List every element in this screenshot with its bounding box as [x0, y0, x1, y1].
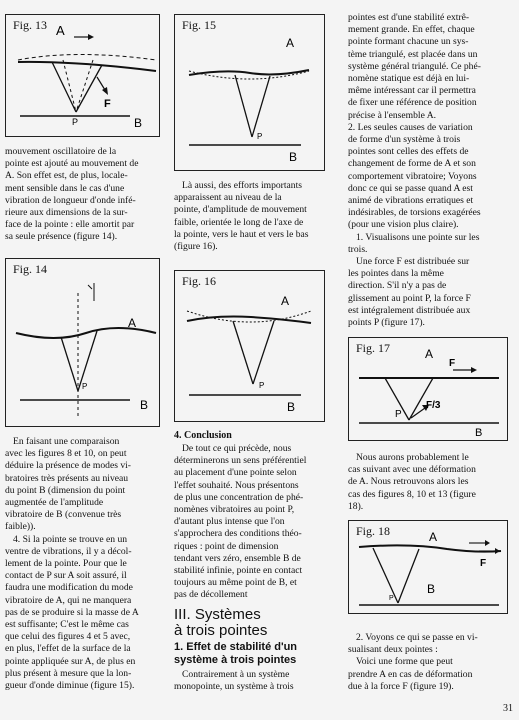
figure-17-label-f3: F/3 — [426, 400, 441, 411]
figure-13-label-f: F — [104, 98, 111, 110]
text-line: 4. Si la pointe se trouve en un — [13, 533, 128, 545]
text-line: pas de se produire si la masse de A — [5, 606, 139, 618]
figure-18-label-f: F — [480, 558, 487, 569]
col3-paragraph-1 — [348, 12, 512, 329]
text-line: donc ce qui se passe quand A est — [348, 182, 473, 194]
text-line: l'effet souhaité. Nous présentons — [174, 479, 299, 491]
subsection-title-line: 1. Effet de stabilité d'un — [174, 641, 298, 653]
text-line: 2. Les seules causes de variation — [348, 121, 473, 133]
text-line: cas des figures 8, 10 et 13 (figure — [348, 488, 476, 500]
subsection-title-line: système à trois pointes — [174, 654, 297, 666]
text-line: pas de décollement — [174, 589, 248, 601]
col3-paragraph-2 — [348, 452, 512, 513]
text-line: glissement au point P, la force F — [348, 292, 471, 304]
figure-14-drawing — [6, 259, 159, 426]
text-line: face de la pointe : elle amortit par — [5, 219, 135, 231]
text-line: (figure 16). — [174, 241, 218, 253]
figure-18-label: Fig. 18 — [356, 524, 391, 538]
text-line: pointe formant chacune un sys- — [348, 36, 469, 48]
text-line: vibratoire de B (convenue très — [5, 509, 122, 521]
section-title-line: III. Systèmes — [174, 606, 261, 623]
text-line: animé de vibrations erratiques et — [348, 195, 474, 207]
text-line: pointes est d'une stabilité extrê- — [348, 12, 470, 23]
text-line: prendre A en cas de déformation — [348, 668, 473, 680]
figure-13 — [5, 14, 160, 137]
text-line: tème triangulé, est placée dans un — [348, 48, 478, 60]
figure-15-drawing — [175, 15, 324, 170]
text-line: la pointe, vers le haut et vers le bas — [174, 228, 309, 240]
conclusion-title: 4. Conclusion — [174, 430, 232, 441]
text-line: 1. Visualisons une pointe sur les — [356, 231, 480, 243]
section-title — [174, 607, 267, 639]
text-line: pointe, d'amplitude de mouvement — [174, 204, 307, 216]
text-line: nomènes vibratoires au point P, — [174, 504, 295, 516]
text-line: points P (figure 17). — [348, 317, 425, 329]
text-line: monopointe, un système à trois — [174, 681, 294, 693]
figure-13-label-b: B — [134, 116, 143, 130]
figure-17-label: Fig. 17 — [356, 341, 391, 355]
figure-16-drawing — [175, 271, 324, 421]
text-line: même intéressant car il permettra — [348, 85, 476, 97]
text-line: mement grande. En effet, chaque — [348, 24, 475, 36]
figure-17-label-p: P — [395, 409, 402, 420]
text-line: pointe appliquée sur A, de plus en — [5, 655, 136, 667]
text-line: que celui des figures 4 et 5 avec, — [5, 631, 131, 643]
col2-paragraph-1 — [174, 180, 331, 253]
text-line: est intégralement distribuée aux — [348, 304, 471, 316]
text-line: gueur d'onde diminue (figure 15). — [5, 680, 135, 692]
text-line: pointes sont celles des effets de — [348, 146, 469, 158]
figure-18 — [348, 520, 508, 614]
text-line: en plus, l'effet de la surface de la — [5, 643, 131, 655]
text-line: Voici une forme que peut — [356, 656, 453, 668]
page-number: 31 — [503, 703, 513, 714]
figure-18-label-a: A — [429, 530, 438, 544]
figure-15-label: Fig. 15 — [182, 18, 217, 32]
col2-paragraph-2 — [174, 443, 331, 602]
text-line: rieure aux dimensions de la sur- — [5, 207, 128, 219]
text-line: contact de P sur A soit assuré, il — [5, 570, 127, 582]
text-line: stabilité infinie, pointe en contact — [174, 565, 303, 577]
text-line: riques : point de dimension — [174, 540, 279, 552]
text-line: les pointes dans la même — [348, 268, 444, 280]
figure-16-label-p: P — [259, 381, 265, 390]
figure-17-drawing — [349, 338, 507, 440]
text-line: déterminerons un sens préférentiel — [174, 455, 307, 467]
text-line: 2. Voyons ce qui se passe en vi- — [356, 632, 478, 643]
text-line: indésirables, de torsions exagérées — [348, 207, 481, 219]
text-line: est suffisante; C'est le même cas — [5, 619, 129, 631]
subsection-title — [174, 641, 297, 667]
text-line: de A. Nous retrouvons alors les — [348, 476, 469, 488]
text-line: système général triangulé. Ce phé- — [348, 60, 481, 72]
text-line: direction. S'il n'y a pas de — [348, 280, 447, 292]
col1-paragraph-1 — [5, 146, 160, 244]
text-line: de fixer une référence de position — [348, 97, 477, 109]
text-line: lement de la pointe. Pour que le — [5, 558, 127, 570]
text-line: faudra une modification du mode — [5, 582, 133, 594]
text-line: augmentée de l'amplitude — [5, 497, 104, 509]
text-line: du point B (dimension du point — [5, 484, 126, 496]
figure-16 — [174, 270, 325, 422]
text-line: due à la force F (figure 19). — [348, 680, 454, 692]
text-line: tendant vers zéro, ensemble B de — [174, 552, 301, 564]
text-line: comportement vibratoire; Voyons — [348, 170, 477, 182]
figure-17-label-a: A — [425, 347, 434, 361]
text-line: cas suivant avec une déformation — [348, 464, 476, 476]
section-title-line: à trois pointes — [174, 622, 268, 639]
figure-13-label-p: P — [72, 117, 79, 127]
text-line: vibration de longueur d'onde infé- — [5, 194, 136, 206]
figure-17-label-b: B — [475, 427, 483, 439]
text-line: mouvement oscillatoire de la — [5, 146, 117, 157]
col1-paragraph-2 — [5, 436, 160, 692]
text-line: A. Son effet est, de plus, locale- — [5, 170, 128, 182]
figure-16-label-b: B — [287, 400, 296, 414]
text-line: s'approchera des conditions théo- — [174, 528, 302, 540]
col2-paragraph-3 — [174, 669, 331, 693]
figure-18-label-p: P — [389, 595, 394, 602]
text-line: avec les figures 8 et 10, on peut — [5, 448, 127, 460]
text-line: nomène statique est déjà en lui- — [348, 73, 470, 85]
text-line: Nous aurons probablement le — [356, 452, 469, 463]
figure-15 — [174, 14, 325, 171]
figure-13-label: Fig. 13 — [13, 18, 48, 32]
figure-16-label: Fig. 16 — [182, 274, 217, 288]
text-line: Une force F est distribuée sur — [356, 256, 470, 268]
figure-16-label-a: A — [281, 294, 290, 308]
text-line: bratoires très présents au niveau — [5, 472, 129, 484]
text-line: apparaissent au niveau de la — [174, 192, 282, 204]
text-line: toujours au même point de B, et — [174, 577, 297, 589]
figure-14-label-p: P — [82, 382, 88, 391]
text-line: sa seule présence (figure 14). — [5, 231, 118, 243]
figure-13-label-a: A — [56, 23, 65, 38]
figure-17-label-f: F — [449, 358, 456, 369]
figure-18-label-b: B — [427, 582, 436, 596]
figure-13-drawing — [6, 15, 159, 136]
text-line: vibratoire de A, qui ne manquera — [5, 594, 132, 606]
text-line: Contrairement à un système — [182, 669, 290, 680]
figure-14-label: Fig. 14 — [13, 262, 48, 276]
text-line: ment sensible dans le cas d'une — [5, 182, 125, 194]
figure-14-label-a: A — [128, 316, 137, 330]
text-line: 18). — [348, 500, 364, 512]
text-line: de plus une concentration de phé- — [174, 491, 304, 503]
text-line: de forme d'un système à trois — [348, 134, 461, 146]
text-line: (pour une vision plus claire). — [348, 219, 459, 231]
text-line: De tout ce qui précède, nous — [182, 443, 292, 454]
text-line: faible, orientée le long de l'axe de — [174, 216, 304, 228]
text-line: déduire la présence de modes vi- — [5, 460, 131, 472]
text-line: d'autant plus intense que l'on — [174, 516, 285, 528]
text-line: pointe est ajouté au mouvement de — [5, 158, 139, 170]
text-line: sualisant deux pointes : — [348, 644, 438, 656]
text-line: plus présent à mesure que la lon- — [5, 667, 132, 679]
text-line: trois. — [348, 243, 368, 255]
text-line: ventre de vibrations, il y a décol- — [5, 545, 132, 557]
figure-14 — [5, 258, 160, 427]
col3-paragraph-3 — [348, 632, 512, 693]
text-line: au placement d'une pointe selon — [174, 467, 297, 479]
text-line: Là aussi, des efforts importants — [182, 180, 302, 191]
figure-17 — [348, 337, 508, 441]
text-line: précise à l'ensemble A. — [348, 109, 437, 121]
figure-18-drawing — [349, 521, 507, 613]
figure-15-label-b: B — [289, 150, 298, 164]
figure-15-label-a: A — [286, 36, 295, 50]
text-line: changement de forme de A et son — [348, 158, 476, 170]
text-line: En faisant une comparaison — [13, 436, 120, 447]
figure-15-label-p: P — [257, 132, 263, 141]
text-line: faible)). — [5, 521, 36, 533]
figure-14-label-b: B — [140, 398, 149, 412]
